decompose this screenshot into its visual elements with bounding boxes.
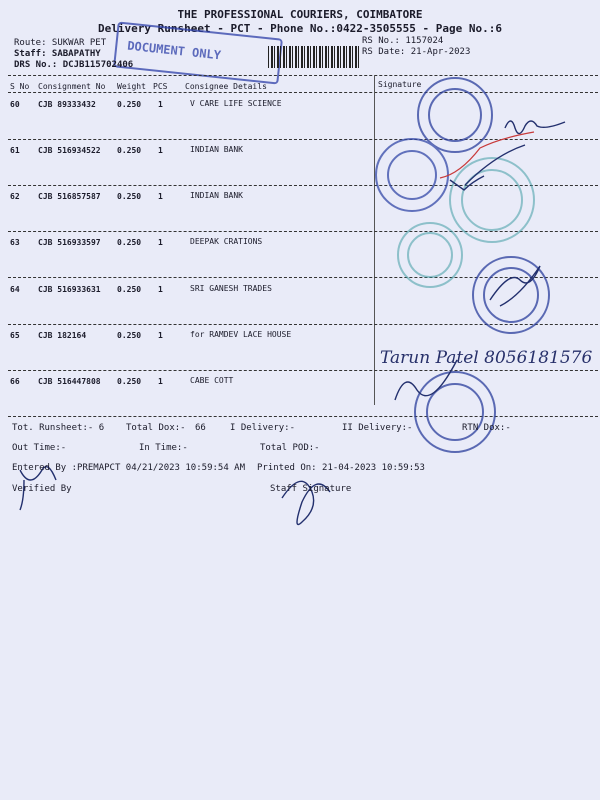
row-pcs: 1 (158, 285, 163, 294)
drs-number: DRS No.: DCJB115702406 (14, 60, 134, 70)
printed-on: Printed On: 21-04-2023 10:59:53 (257, 463, 425, 473)
row-pcs: 1 (158, 377, 163, 386)
row-consignee: CABE COTT (190, 376, 234, 385)
row-sno: 66 (10, 377, 20, 386)
staff-label: Staff: SABAPATHY (14, 49, 101, 59)
row-sno: 65 (10, 331, 20, 340)
col-sno: S No (10, 82, 30, 91)
runsheet-title: Delivery Runsheet - PCT - Phone No.:0422-3505555 - Page No.:6 (98, 22, 502, 35)
col-signature: Signature (378, 80, 422, 89)
row-sno: 63 (10, 238, 20, 247)
row-consignee: INDIAN BANK (190, 191, 243, 200)
row-weight: 0.250 (117, 192, 142, 201)
row-consignment: CJB 516857587 (38, 192, 101, 201)
city-pharma-stamp (418, 78, 492, 152)
company-title: THE PROFESSIONAL COURIERS, COIMBATORE (177, 8, 423, 21)
row-pcs: 1 (158, 192, 163, 201)
row-sno: 61 (10, 146, 20, 155)
row-consignment: CJB 516933597 (38, 238, 101, 247)
staff-signature: Staff Signature (270, 484, 352, 494)
row-weight: 0.250 (117, 377, 142, 386)
row-sno: 62 (10, 192, 20, 201)
total-dox-value: 66 (195, 423, 206, 433)
entered-by: Entered By :PREMAPCT 04/21/2023 10:59:54 AM (12, 463, 245, 473)
col-consignment: Consignment No (38, 82, 106, 91)
bank-round-stamp-2 (450, 158, 534, 242)
rs-date: RS Date: 21-Apr-2023 (362, 47, 471, 57)
row-weight: 0.250 (117, 238, 142, 247)
rs-number: RS No.: 1157024 (362, 36, 444, 46)
row-consignee: INDIAN BANK (190, 145, 243, 154)
i-delivery: I Delivery:- (230, 423, 296, 433)
row-weight: 0.250 (117, 100, 142, 109)
in-time: In Time:- (139, 443, 188, 453)
handwritten-phone: Tarun Patel 8056181576 (380, 348, 593, 368)
rtn-dox: RTN Dox:- (462, 423, 511, 433)
row-weight: 0.250 (117, 331, 142, 340)
row-consignment: CJB 182164 (38, 331, 87, 340)
row-consignment: CJB 516447808 (38, 377, 101, 386)
out-time: Out Time:- (12, 443, 67, 453)
route-label: Route: SUKWAR PET (14, 38, 107, 48)
document-stamp: DOCUMENT ONLY (113, 21, 283, 84)
total-pod: Total POD:- (260, 443, 320, 453)
verified-by: Verified By (12, 484, 72, 494)
row-consignee: SRI GANESH TRADES (190, 284, 272, 293)
row-pcs: 1 (158, 100, 163, 109)
row-weight: 0.250 (117, 285, 142, 294)
row-pcs: 1 (158, 238, 163, 247)
row-consignee: for RAMDEV LACE HOUSE (190, 330, 292, 339)
row-sno: 60 (10, 100, 20, 109)
row-sno: 64 (10, 285, 20, 294)
row-consignment: CJB 516934522 (38, 146, 101, 155)
electronics-stamp (415, 372, 495, 452)
col-consignee: Consignee Details (185, 82, 267, 91)
row-weight: 0.250 (117, 146, 142, 155)
indian-bank-stamp (376, 139, 448, 211)
col-pcs: PCS (153, 82, 168, 91)
teal-stamp-3 (398, 223, 462, 287)
tot-runsheet: Tot. Runsheet:- 6 (12, 423, 105, 433)
row-consignment: CJB 516933631 (38, 285, 101, 294)
row-pcs: 1 (158, 331, 163, 340)
total-dox-label: Total Dox:- (126, 423, 186, 433)
ii-delivery: II Delivery:- (342, 423, 413, 433)
row-consignee: V CARE LIFE SCIENCE (190, 99, 282, 108)
row-consignment: CJB 89333432 (38, 100, 96, 109)
row-consignee: DEEPAK CRATIONS (190, 237, 263, 246)
row-pcs: 1 (158, 146, 163, 155)
col-weight: Weight (117, 82, 146, 91)
